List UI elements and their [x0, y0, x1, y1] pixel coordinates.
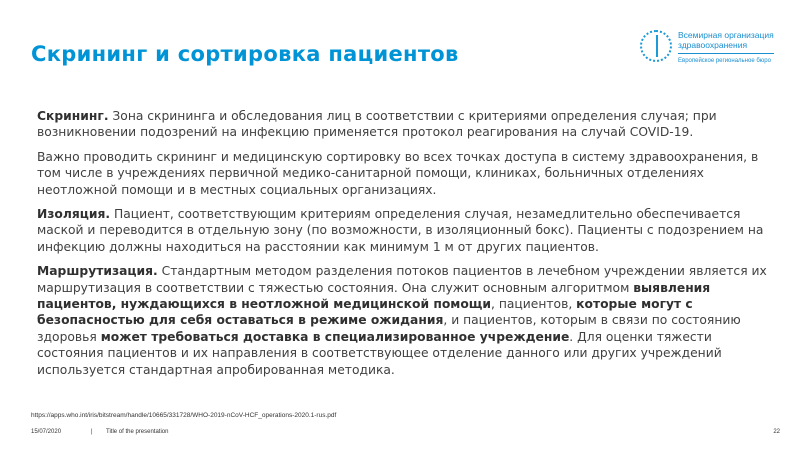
paragraph: [37, 149, 772, 198]
bold-text: Скрининг.: [37, 109, 109, 123]
bold-text: которые могут с безопасностью для себя оставаться в режиме ожидания: [37, 297, 693, 328]
who-emblem-icon: [640, 30, 672, 62]
logo-line1: Всемирная организация: [678, 30, 774, 40]
bold-text: может требоваться доставка в специализированное учреждение: [100, 329, 570, 344]
paragraph: [37, 263, 772, 378]
text: , и пациентов, которым в связи по состоянию здоровья: [37, 313, 741, 344]
source-link[interactable]: https://apps.who.int/iris/bitstream/handle/10665/331728/WHO-2019-nCoV-HCF_operations-2020.1-rus.pdf: [31, 412, 337, 419]
logo-line2: здравоохранения: [678, 40, 748, 50]
bold-text: Маршрутизация.: [37, 264, 158, 279]
paragraph: [37, 108, 772, 141]
text: Пациент, соответствующим критериям определения случая, незамедлительно обеспечивается маской и переводится в отдельную зону (по возможности, в изоляционный бокс). Пациенты с подозрением на инфекцию должны находиться на расстоянии как минимум 1 м от других пациентов.: [37, 207, 764, 254]
who-logo: [640, 30, 774, 66]
text: Стандартным методом разделения потоков пациентов в лечебном учреждении является их маршрутизация в соответствии с тяжестью состояния. Она служит основным алгоритмом: [37, 264, 767, 295]
footer: [31, 429, 169, 435]
page-number: 22: [773, 429, 780, 435]
paragraph: [37, 206, 772, 255]
footer-separator: |: [91, 429, 93, 435]
footer-date: 15/07/2020: [31, 429, 62, 435]
logo-sub: Европейское региональное бюро: [678, 53, 774, 66]
text: Зона скрининга и обследования лиц в соответствии с критериями определения случая; при возникновении подозрений на инфекцию применяется протокол реагирования на случай COVID-19.: [37, 109, 717, 140]
slide-title: Скрининг и сортировка пациентов: [31, 42, 459, 66]
bold-text: Изоляция.: [37, 207, 111, 222]
text: Важно проводить скрининг и медицинскую сортировку во всех точках доступа в систему здравоохранения, в том числе в учреждениях первичной медико-санитарной помощи, клиниках, больничных отделениях неотложной помощи и в местных социальных организациях.: [37, 149, 759, 197]
text: , пациентов,: [491, 297, 577, 312]
bold-text: выявления пациентов, нуждающихся в неотложной медицинской помощи: [37, 280, 711, 312]
slide-body: [37, 108, 772, 386]
text: . Для оценки тяжести состояния пациентов и их направления в соответствующее отделение данного или других учреждений используется стандартная апробированная методика.: [37, 329, 722, 377]
footer-presentation-title: Title of the presentation: [106, 429, 169, 435]
